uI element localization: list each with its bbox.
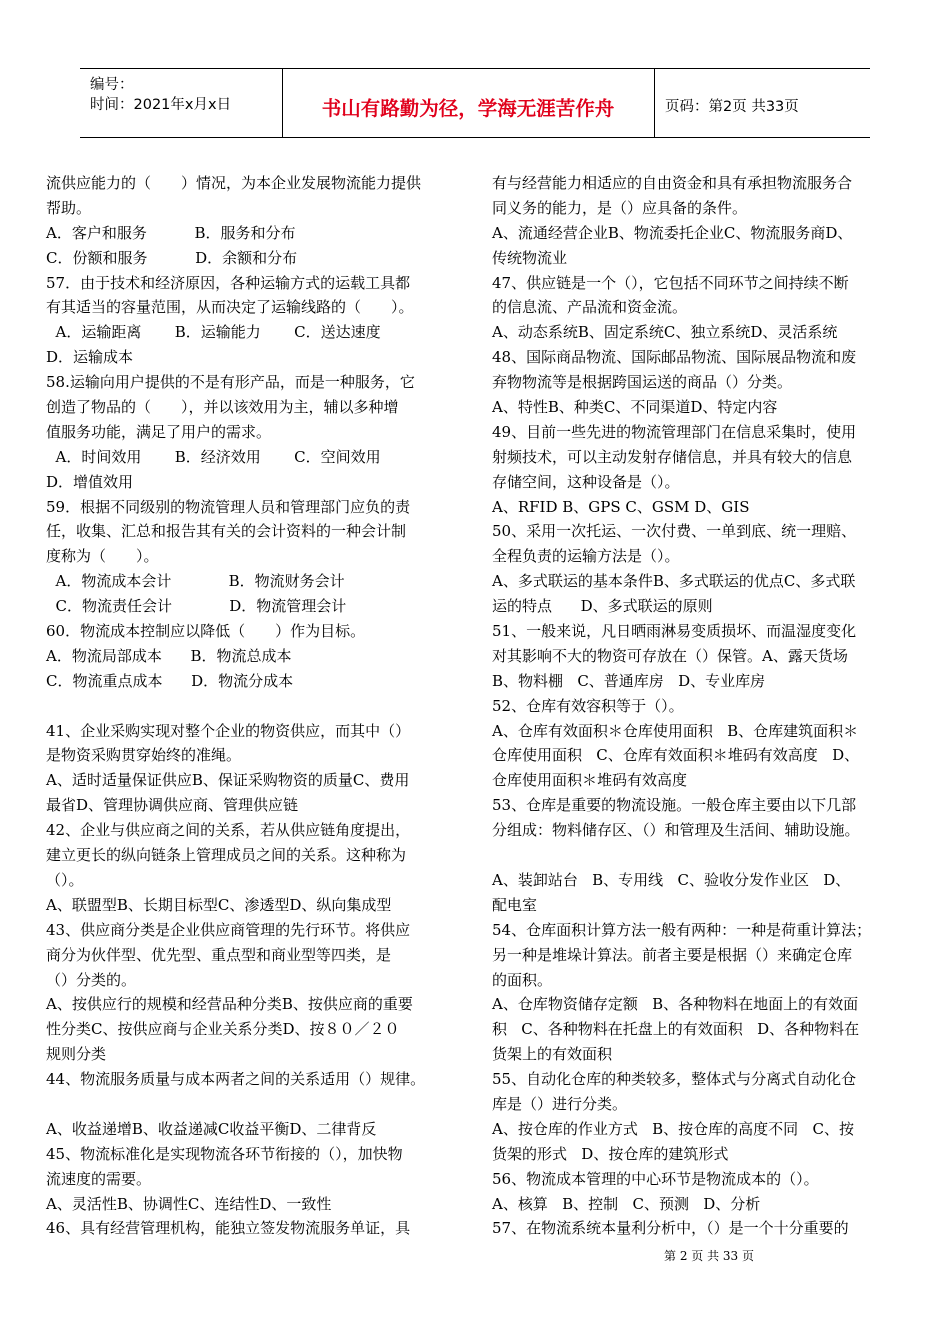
text-line: 全程负责的运输方法是（）。 (492, 547, 680, 566)
text-line: 59．根据不同级别的物流管理人员和管理部门应负的责 (46, 497, 411, 516)
text-line: 运的特点 D、多式联运的原则 (492, 597, 713, 616)
text-line: 的面积。 (492, 970, 553, 989)
document-number-label: 编号： (90, 77, 134, 93)
text-line: 库是（）进行分类。 (492, 1094, 628, 1113)
text-line: 54、仓库面积计算方法一般有两种：一种是荷重计算法； (492, 920, 872, 939)
text-line: 规则分类 (46, 1045, 107, 1064)
text-line: A．运输距离 B．运输能力 C．送达速度 (46, 323, 381, 342)
text-line: A、仓库有效面积＊仓库使用面积 B、仓库建筑面积＊ (492, 721, 859, 740)
text-line: 流供应能力的（ ）情况，为本企业发展物流能力提供 (46, 174, 422, 192)
text-line: 流速度的需要。 (46, 1169, 152, 1188)
text-line: 仓库使用面积＊堆码有效高度 (492, 771, 688, 790)
text-line: 度称为（ ）。 (46, 547, 159, 566)
text-line (46, 1092, 464, 1117)
text-line: B、物料棚 C、普通库房 D、专业库房 (492, 671, 766, 690)
text-line: 性分类C、按供应商与企业关系分类D、按８０／２０ (46, 1020, 400, 1039)
text-line: 最省D、管理协调供应商、管理供应链 (46, 796, 299, 815)
text-line: 建立更长的纵向链条上管理成员之间的关系。这种称为 (46, 846, 407, 865)
text-line: 56、物流成本管理的中心环节是物流成本的（）。 (492, 1169, 819, 1188)
text-line: 57．由于技术和经济原因，各种运输方式的运载工具都 (46, 273, 411, 292)
text-line: 的信息流、产品流和资金流。 (492, 298, 688, 317)
text-line: A、RFID B、GPS C、GSM D、GIS (492, 497, 750, 516)
left-text-column (46, 171, 464, 1241)
text-line: 58.运输向用户提供的不是有形产品，而是一种服务，它 (46, 373, 415, 392)
text-line: 是物资采购贯穿始终的准绳。 (46, 746, 242, 765)
text-line (46, 694, 464, 719)
text-line: 43、供应商分类是企业供应商管理的先行环节。将供应 (46, 920, 411, 939)
text-line: （）分类的。 (46, 970, 137, 989)
header-motto: 书山有路勤为径，学海无涯苦作舟 (321, 97, 615, 120)
text-line: A、流通经营企业B、物流委托企业C、物流服务商D、 (492, 223, 853, 242)
text-line: 射频技术，可以主动发射存储信息，并具有较大的信息 (492, 447, 853, 466)
document-time-label: 时间：2021年x月x日 (90, 97, 232, 113)
text-line: 配电室 (492, 895, 538, 914)
text-line: 55、自动化仓库的种类较多，整体式与分离式自动化仓 (492, 1070, 857, 1089)
text-line: 值服务功能，满足了用户的需求。 (46, 422, 272, 441)
text-line: A、多式联运的基本条件B、多式联运的优点C、多式联 (492, 572, 856, 591)
text-line: C．份额和服务 D．余额和分布 (46, 248, 298, 267)
header-page-number: 页码：第2页 共33页 (665, 99, 799, 115)
text-line: A、按仓库的作业方式 B、按仓库的高度不同 C、按 (492, 1119, 854, 1138)
text-line: C．物流责任会计 D．物流管理会计 (46, 597, 347, 616)
text-line: 50、采用一次托运、一次付费、一单到底、统一理赔、 (492, 522, 857, 541)
text-line: 有其适当的容量范围，从而决定了运输线路的（ ）。 (46, 298, 414, 317)
text-line: A．物流成本会计 B．物流财务会计 (46, 572, 345, 591)
text-line: A、联盟型B、长期目标型C、渗透型D、纵向集成型 (46, 895, 392, 914)
text-line: A、仓库物资储存定额 B、各种物料在地面上的有效面 (492, 995, 859, 1014)
text-line: A、装卸站台 B、专用线 C、验收分发作业区 D、 (492, 870, 851, 889)
page-footer: 第 2 页 共 33 页 (664, 1249, 754, 1263)
text-line: 货架的形式 D、按仓库的建筑形式 (492, 1144, 729, 1163)
text-line: （）。 (46, 870, 84, 889)
text-line: 51、一般来说，凡日晒雨淋易变质损坏、而温湿度变化 (492, 622, 857, 641)
text-line: 60．物流成本控制应以降低（ ）作为目标。 (46, 622, 366, 641)
page-header (80, 68, 870, 138)
text-line: 48、国际商品物流、国际邮品物流、国际展品物流和废 (492, 348, 857, 367)
text-line: A、灵活性B、协调性C、连结性D、一致性 (46, 1194, 332, 1213)
text-line: 商分为伙伴型、优先型、重点型和商业型等四类，是 (46, 945, 392, 964)
text-line: 任，收集、汇总和报告其有关的会计资料的一种会计制 (46, 522, 407, 541)
header-page-cell (655, 69, 870, 137)
text-line: 42、企业与供应商之间的关系，若从供应链角度提出， (46, 821, 411, 840)
text-line: 52、仓库有效容积等于（）。 (492, 696, 684, 715)
text-line: 弃物物流等是根据跨国运送的商品（）分类。 (492, 373, 793, 392)
text-line: 对其影响不大的物资可存放在（）保管。A、露天货场 (492, 646, 848, 665)
text-line: D．运输成本 (46, 348, 134, 367)
text-line: A．客户和服务 B．服务和分布 (46, 223, 296, 242)
text-line: 分组成：物料储存区、（）和管理及生活间、辅助设施。 (492, 821, 860, 840)
text-line: A．时间效用 B．经济效用 C．空间效用 (46, 447, 381, 466)
text-line: A．物流局部成本 B．物流总成本 (46, 646, 292, 665)
text-line: 45、物流标准化是实现物流各环节衔接的（），加快物 (46, 1144, 403, 1163)
text-line: 传统物流业 (492, 248, 568, 267)
text-line: 46、具有经营管理机构，能独立签发物流服务单证，具 (46, 1219, 411, 1238)
text-line: 53、仓库是重要的物流设施。一般仓库主要由以下几部 (492, 796, 857, 815)
header-meta-cell (80, 69, 283, 137)
text-line: 同义务的能力，是（）应具备的条件。 (492, 198, 748, 217)
text-line: 57、在物流系统本量利分析中，（）是一个十分重要的 (492, 1219, 849, 1238)
text-line: A、适时适量保证供应B、保证采购物资的质量C、费用 (46, 771, 410, 790)
text-line: A、按供应行的规模和经营品种分类B、按供应商的重要 (46, 995, 413, 1014)
text-line: C．物流重点成本 D．物流分成本 (46, 671, 294, 690)
text-line: 49、目前一些先进的物流管理部门在信息采集时，使用 (492, 422, 857, 441)
text-line: 另一种是堆垛计算法。前者主要是根据（）来确定仓库 (492, 945, 853, 964)
text-line: 积 C、各种物料在托盘上的有效面积 D、各种物料在 (492, 1020, 860, 1039)
right-text-column (492, 171, 918, 1241)
text-line: A、动态系统B、固定系统C、独立系统D、灵活系统 (492, 323, 838, 342)
text-line: 44、物流服务质量与成本两者之间的关系适用（）规律。 (46, 1070, 426, 1089)
text-line (492, 843, 918, 868)
text-line: 创造了物品的（ ），并以该效用为主，辅以多种增 (46, 398, 399, 417)
text-line: 存储空间，这种设备是（）。 (492, 472, 680, 491)
text-line: A、收益递增B、收益递减C收益平衡D、二律背反 (46, 1119, 377, 1138)
text-line: D．增值效用 (46, 472, 134, 491)
text-line: 47、供应链是一个（），它包括不同环节之间持续不断 (492, 273, 849, 292)
text-line: A、核算 B、控制 C、预测 D、分析 (492, 1194, 761, 1213)
text-line: 有与经营能力相适应的自由资金和具有承担物流服务合 (492, 174, 853, 192)
text-line: 帮助。 (46, 198, 92, 217)
header-motto-cell (282, 69, 655, 137)
text-line: A、特性B、种类C、不同渠道D、特定内容 (492, 398, 778, 417)
text-line: 仓库使用面积 C、仓库有效面积＊堆码有效高度 D、 (492, 746, 860, 765)
text-line: 41、企业采购实现对整个企业的物资供应，而其中（） (46, 721, 411, 740)
text-line: 货架上的有效面积 (492, 1045, 613, 1064)
